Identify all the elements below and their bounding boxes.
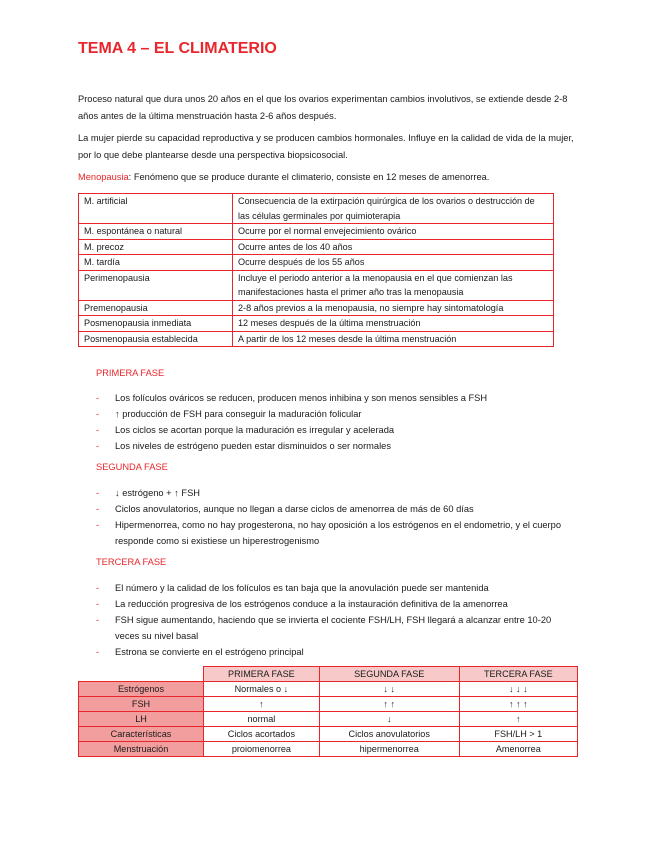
table-row: [79, 697, 578, 712]
table-row: [79, 270, 554, 300]
table-cell: ↓ ↓ ↓: [459, 682, 577, 697]
table-cell: hipermenorrea: [319, 742, 459, 757]
list-item: [96, 612, 576, 644]
definition-desc: Consecuencia de la extirpación quirúrgica de los ovarios o destrucción de las células germinales por quimioterapia: [233, 194, 554, 224]
definition-term: M. precoz: [79, 239, 233, 255]
table-cell: ↓ ↓: [319, 682, 459, 697]
list-item-text: ↑ producción de FSH para conseguir la maduración folicular: [115, 409, 362, 419]
table-cell: Normales o ↓: [204, 682, 320, 697]
table-cell: normal: [204, 712, 320, 727]
definition-term: Perimenopausia: [79, 270, 233, 300]
row-label: LH: [79, 712, 204, 727]
table-row: [79, 331, 554, 347]
column-header: TERCERA FASE: [459, 667, 577, 682]
definition-desc: 2-8 años previos a la menopausia, no siempre hay sintomatología: [233, 300, 554, 316]
definition-desc: Incluye el periodo anterior a la menopausia en el que comienzan las manifestaciones hasta el primer año tras la menopausia: [233, 270, 554, 300]
row-label: Estrógenos: [79, 682, 204, 697]
bullet-dash: -: [96, 488, 100, 498]
list-item: [96, 438, 576, 454]
table-cell: ↓: [319, 712, 459, 727]
table-row: [79, 727, 578, 742]
list-item-text: El número y la calidad de los folículos es tan baja que la anovulación puede ser mantenida: [115, 583, 489, 593]
table-cell: ↑: [204, 697, 320, 712]
bullet-dash: -: [96, 504, 100, 514]
definition-desc: Ocurre después de los 55 años: [233, 255, 554, 271]
table-cell: ↑ ↑: [319, 697, 459, 712]
definition-desc: Ocurre antes de los 40 años: [233, 239, 554, 255]
list-item: [96, 517, 576, 549]
definition-term: M. tardía: [79, 255, 233, 271]
list-item-text: Los ciclos se acortan porque la maduración es irregular y acelerada: [115, 425, 395, 435]
definitions-table: [78, 193, 554, 347]
table-row: [79, 194, 554, 224]
list-item: [96, 580, 576, 596]
bullet-dash: -: [96, 647, 100, 657]
bullet-dash: -: [96, 409, 100, 419]
table-cell: ↑: [459, 712, 577, 727]
table-row: [79, 300, 554, 316]
table-row: [79, 682, 578, 697]
column-header: SEGUNDA FASE: [319, 667, 459, 682]
menopausia-definition: [78, 169, 578, 186]
table-cell: proiomenorrea: [204, 742, 320, 757]
definition-term: M. espontánea o natural: [79, 224, 233, 240]
definition-term: Posmenopausia inmediata: [79, 316, 233, 332]
table-row: [79, 316, 554, 332]
bullet-dash: -: [96, 520, 100, 530]
definition-desc: 12 meses después de la última menstruación: [233, 316, 554, 332]
bullet-dash: -: [96, 583, 100, 593]
primera-fase-list: [96, 390, 576, 454]
definition-term: Posmenopausia establecida: [79, 331, 233, 347]
section-heading-primera-fase: PRIMERA FASE: [96, 368, 165, 378]
column-header: PRIMERA FASE: [204, 667, 320, 682]
table-header-row: [79, 667, 578, 682]
list-item: [96, 406, 576, 422]
list-item-text: Hipermenorrea, como no hay progesterona, no hay oposición a los estrógenos en el endometrio, y el cuerpo responde como si existiese un hiperestrogenismo: [115, 520, 561, 546]
table-cell: Ciclos acortados: [204, 727, 320, 742]
table-cell: Ciclos anovulatorios: [319, 727, 459, 742]
list-item: [96, 596, 576, 612]
bullet-dash: -: [96, 425, 100, 435]
intro-paragraph-1: Proceso natural que dura unos 20 años en el que los ovarios experimentan cambios involutivos, se extiende desde 2-8 años antes de la última menstruación hasta 2-6 años después.: [78, 94, 568, 121]
list-item: [96, 644, 576, 660]
table-row: [79, 742, 578, 757]
list-item: [96, 422, 576, 438]
row-label: FSH: [79, 697, 204, 712]
menopausia-term: Menopausia: [78, 172, 129, 182]
list-item-text: Los folículos ováricos se reducen, producen menos inhibina y son menos sensibles a FSH: [115, 393, 488, 403]
row-label: Menstruación: [79, 742, 204, 757]
list-item: [96, 485, 576, 501]
list-item-text: Estrona se convierte en el estrógeno principal: [115, 647, 304, 657]
list-item-text: Los niveles de estrógeno pueden estar disminuidos o ser normales: [115, 441, 391, 451]
tercera-fase-list: [96, 580, 576, 660]
table-cell: Amenorrea: [459, 742, 577, 757]
table-row: [79, 224, 554, 240]
table-row: [79, 712, 578, 727]
table-corner: [79, 667, 204, 682]
list-item-text: Ciclos anovulatorios, aunque no llegan a darse ciclos de amenorrea de más de 60 días: [115, 504, 474, 514]
page-title: TEMA 4 – EL CLIMATERIO: [78, 40, 277, 57]
list-item-text: La reducción progresiva de los estrógenos conduce a la instauración definitiva de la amenorrea: [115, 599, 508, 609]
table-row: [79, 239, 554, 255]
list-item-text: FSH sigue aumentando, haciendo que se invierta el cociente FSH/LH, FSH llegará a alcanzar entre 10-20 veces su nivel basal: [115, 615, 552, 641]
list-item: [96, 501, 576, 517]
table-cell: FSH/LH > 1: [459, 727, 577, 742]
section-heading-segunda-fase: SEGUNDA FASE: [96, 462, 168, 472]
definition-term: Premenopausia: [79, 300, 233, 316]
definition-term: M. artificial: [79, 194, 233, 224]
section-heading-tercera-fase: TERCERA FASE: [96, 557, 167, 567]
intro-paragraph-2: La mujer pierde su capacidad reproductiva y se producen cambios hormonales. Influye en la calidad de vida de la mujer, por lo que debe plantearse desde una perspectiva biopsicosocial.: [78, 133, 574, 160]
list-item: [96, 390, 576, 406]
bullet-dash: -: [96, 615, 100, 625]
table-row: [79, 255, 554, 271]
bullet-dash: -: [96, 441, 100, 451]
list-item-text: ↓ estrógeno + ↑ FSH: [115, 488, 201, 498]
row-label: Características: [79, 727, 204, 742]
definition-desc: Ocurre por el normal envejecimiento ovárico: [233, 224, 554, 240]
bullet-dash: -: [96, 599, 100, 609]
definition-desc: A partir de los 12 meses desde la última menstruación: [233, 331, 554, 347]
menopausia-text: : Fenómeno que se produce durante el climaterio, consiste en 12 meses de amenorrea.: [128, 172, 490, 182]
phases-comparison-table: [78, 666, 578, 757]
segunda-fase-list: [96, 485, 576, 549]
bullet-dash: -: [96, 393, 100, 403]
table-cell: ↑ ↑ ↑: [459, 697, 577, 712]
